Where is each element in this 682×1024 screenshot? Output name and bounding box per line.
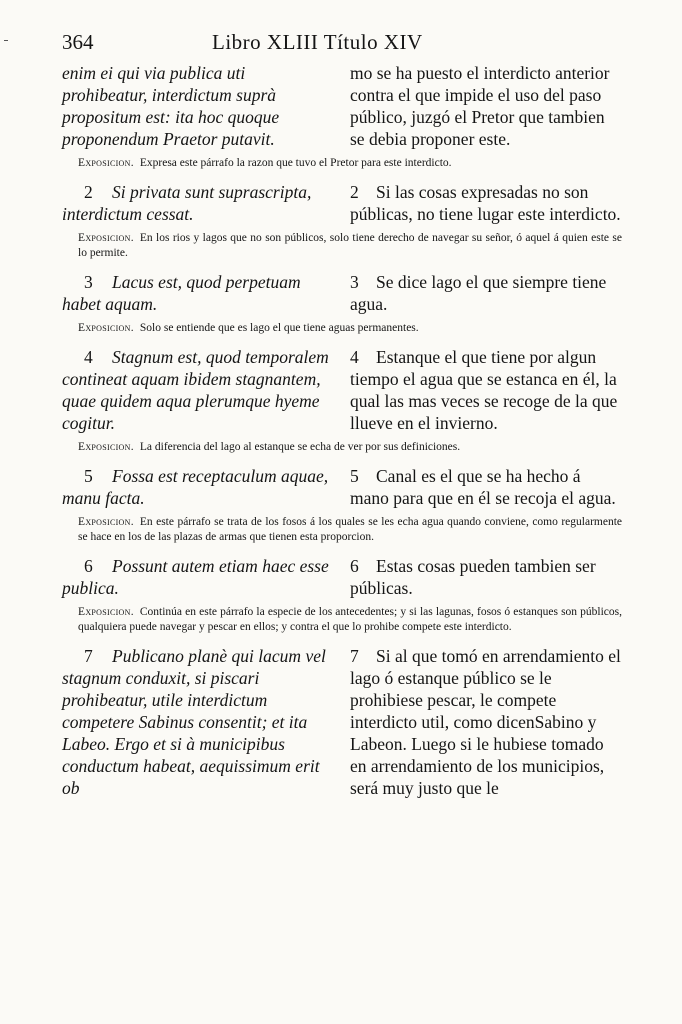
book-page bbox=[62, 30, 622, 799]
section-spanish bbox=[350, 465, 622, 509]
section-spanish bbox=[350, 271, 622, 315]
exposicion bbox=[62, 231, 622, 261]
section-number: 6 bbox=[350, 556, 359, 576]
section-number: 7 bbox=[350, 646, 359, 666]
section-3 bbox=[62, 271, 622, 315]
section-number: 3 bbox=[350, 272, 359, 292]
section-6 bbox=[62, 555, 622, 599]
section-spanish bbox=[350, 181, 622, 225]
spanish-text: Estas cosas pueden tambien ser públicas. bbox=[350, 556, 596, 598]
section-number: 3 bbox=[84, 272, 93, 292]
intro-latin: enim ei qui via publica uti prohibeatur, interdictum suprà propositum est: ita hoc quoque proponendum Praetor putavit. bbox=[62, 63, 280, 149]
spanish-text: Si al que tomó en arrendamiento el lago ó estanque público se le prohibiese pescar, le compete interdicto util, como dicenSabino y Labeon. Luego si le hubiese tomado en arrendamiento de los municipios, será muy justo que le bbox=[350, 646, 621, 798]
exposicion bbox=[62, 440, 622, 455]
exposicion-label: Exposicion. bbox=[78, 232, 134, 244]
exposicion-label: Exposicion. bbox=[78, 157, 134, 169]
section-number: 6 bbox=[84, 556, 93, 576]
intro-spanish: mo se ha puesto el interdicto anterior contra el que impide el uso del paso público, juzgó el Pretor que tambien se debia proponer este. bbox=[350, 63, 610, 149]
latin-text: Publicano planè qui lacum vel stagnum conduxit, si piscari prohibeatur, utile interdictum competere Sabinus consentit; et ita Labeo. Ergo et si à municipibus conductum habeat, aequissimum erit ob bbox=[62, 646, 326, 798]
section-latin bbox=[62, 645, 332, 799]
section-5 bbox=[62, 465, 622, 509]
section-spanish bbox=[350, 346, 622, 434]
exposicion-text: En los rios y lagos que no son públicos, solo tiene derecho de navegar su señor, ó aquel á quien este se lo permite. bbox=[78, 232, 622, 259]
section-latin bbox=[62, 465, 332, 509]
intro-row bbox=[62, 62, 622, 150]
spanish-text: Se dice lago el que siempre tiene agua. bbox=[350, 272, 607, 314]
section-latin bbox=[62, 555, 332, 599]
section-latin bbox=[62, 271, 332, 315]
latin-text: Si privata sunt suprascripta, interdictum cessat. bbox=[62, 182, 312, 224]
spanish-text: Canal es el que se ha hecho á mano para que en él se recoja el agua. bbox=[350, 466, 616, 508]
section-number: 5 bbox=[350, 466, 359, 486]
section-4 bbox=[62, 346, 622, 434]
section-2 bbox=[62, 181, 622, 225]
exposicion-label: Exposicion. bbox=[78, 516, 134, 528]
section-number: 4 bbox=[350, 347, 359, 367]
section-7 bbox=[62, 645, 622, 799]
page-header bbox=[62, 30, 622, 62]
page-number: 364 bbox=[62, 30, 94, 54]
section-number: 2 bbox=[350, 182, 359, 202]
section-spanish bbox=[350, 645, 622, 799]
exposicion-label: Exposicion. bbox=[78, 322, 134, 334]
running-title: Libro XLIII Título XIV bbox=[212, 30, 423, 54]
latin-text: Fossa est receptaculum aquae, manu facta. bbox=[62, 466, 329, 508]
section-spanish bbox=[350, 555, 622, 599]
section-number: 7 bbox=[84, 646, 93, 666]
section-number: 2 bbox=[84, 182, 93, 202]
intro-exposicion bbox=[62, 156, 622, 171]
exposicion-text: Expresa este párrafo la razon que tuvo el Pretor para este interdicto. bbox=[139, 157, 452, 169]
exposicion-text: En este párrafo se trata de los fosos á los quales se les echa agua quando conviene, como regularmente se hace en los de las plazas de armas que tienen esta proporcion. bbox=[78, 516, 622, 543]
exposicion bbox=[62, 605, 622, 635]
exposicion-text: La diferencia del lago al estanque se echa de ver por sus definiciones. bbox=[139, 441, 461, 453]
exposicion-text: Continúa en este párrafo la especie de los antecedentes; y si las lagunas, fosos ó estanques son públicos, qualquiera puede navegar y pescar en ellos; y contra el que lo prohibe compete este interdicto. bbox=[78, 606, 622, 633]
exposicion-label: Exposicion. bbox=[78, 606, 134, 618]
section-latin bbox=[62, 346, 332, 434]
section-number: 5 bbox=[84, 466, 93, 486]
exposicion bbox=[62, 321, 622, 336]
margin-mark bbox=[4, 40, 8, 41]
exposicion bbox=[62, 515, 622, 545]
section-number: 4 bbox=[84, 347, 93, 367]
latin-text: Stagnum est, quod temporalem contineat aquam ibidem stagnantem, quae quidem aqua plerumque hyeme cogitur. bbox=[62, 347, 329, 433]
spanish-text: Si las cosas expresadas no son públicas, no tiene lugar este interdicto. bbox=[350, 182, 621, 224]
exposicion-label: Exposicion. bbox=[78, 441, 134, 453]
latin-text: Lacus est, quod perpetuam habet aquam. bbox=[62, 272, 301, 314]
spanish-text: Estanque el que tiene por algun tiempo el agua que se estanca en él, la qual las mas veces se recoge de la que llueve en el invierno. bbox=[350, 347, 618, 433]
section-latin bbox=[62, 181, 332, 225]
exposicion-text: Solo se entiende que es lago el que tiene aguas permanentes. bbox=[139, 322, 419, 334]
latin-text: Possunt autem etiam haec esse publica. bbox=[62, 556, 329, 598]
